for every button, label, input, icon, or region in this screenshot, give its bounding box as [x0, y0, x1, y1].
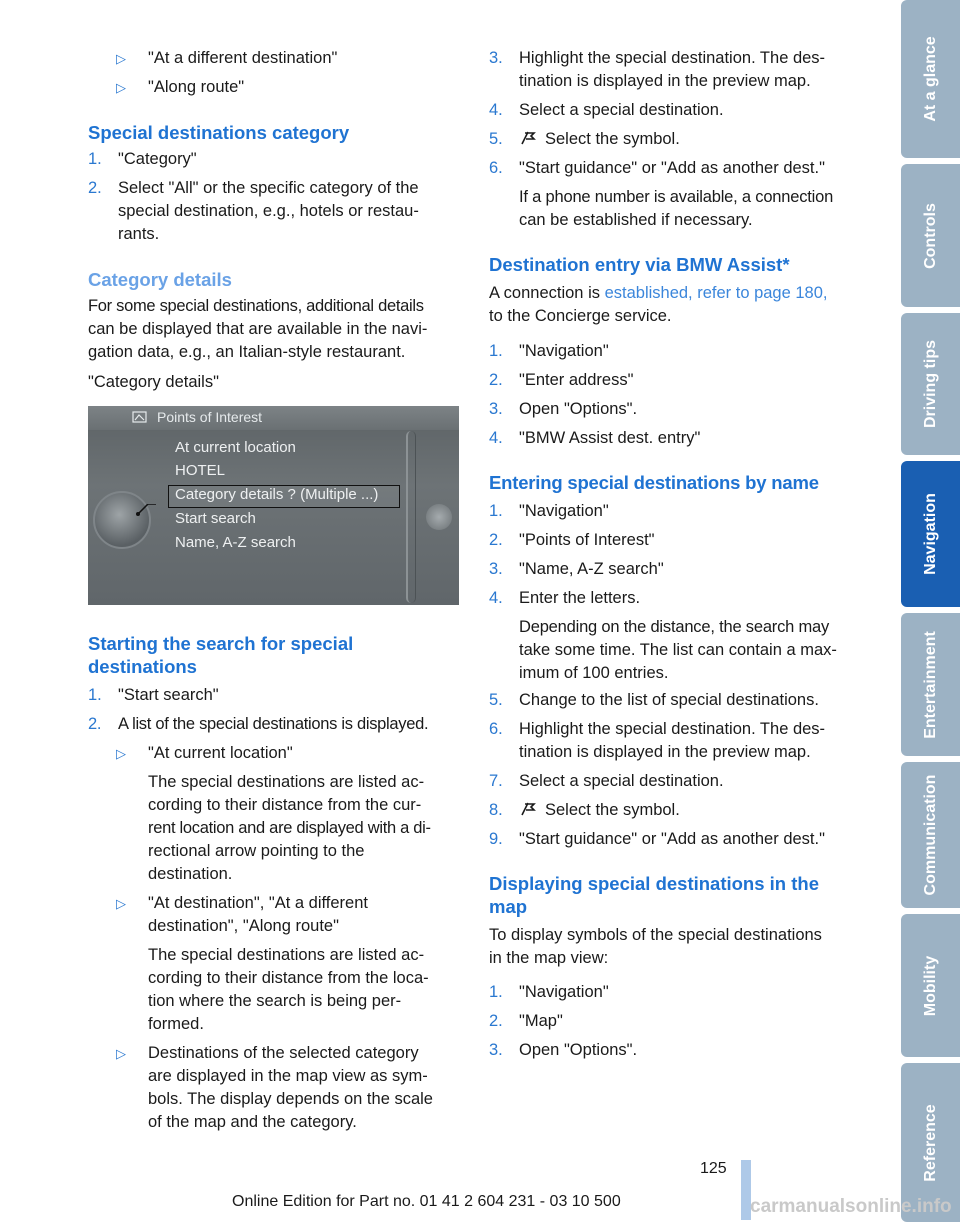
- scrollbar: [406, 431, 416, 603]
- menu-item: Name, A-Z search: [175, 534, 296, 551]
- list-item: 2. "Points of Interest": [489, 531, 655, 549]
- triangle-bullet-icon: ▷: [116, 51, 126, 66]
- list-item: 6. "Start guidance" or "Add as another dest.": [489, 159, 825, 177]
- destination-flag-icon: [519, 131, 537, 145]
- menu-item: Start search: [175, 510, 256, 527]
- page-reference-link[interactable]: established, refer to page 180,: [604, 284, 828, 302]
- watermark: carmanualsonline.info: [750, 1196, 952, 1217]
- footer-text: Online Edition for Part no. 01 41 2 604 231 - 03 10 500: [232, 1193, 621, 1210]
- menu-item-highlighted: Category details ? (Multiple ...): [175, 486, 379, 503]
- page-number: 125: [700, 1160, 727, 1177]
- pointer-line-icon: [116, 504, 156, 534]
- triangle-bullet-icon: ▷: [116, 80, 126, 95]
- section-heading: Entering special destinations by name: [489, 472, 819, 493]
- list-item: 2. "Enter address": [489, 371, 634, 389]
- bullet-item: ▷ "At destination", "At a different: [88, 892, 463, 915]
- bullet-item: ▷ "At current location": [88, 742, 463, 765]
- menu-item: At current location: [175, 439, 296, 456]
- list-item: 5. Select the symbol.: [489, 130, 680, 148]
- triangle-bullet-icon: ▷: [116, 896, 126, 911]
- section-heading: Displaying special destinations in the: [489, 873, 819, 894]
- menu-item: HOTEL: [175, 462, 226, 479]
- list-item: 4. Enter the letters.: [489, 589, 641, 607]
- bullet-item: ▷ "At a different destination": [88, 47, 463, 70]
- list-item: 2. "Map": [489, 1012, 563, 1030]
- bullet-item: ▷ Destinations of the selected category: [88, 1042, 463, 1065]
- list-item: 3. Open "Options".: [489, 400, 638, 418]
- list-item: 1. "Navigation": [489, 983, 609, 1001]
- list-item: 3. Open "Options".: [489, 1041, 638, 1059]
- list-item: 9. "Start guidance" or "Add as another dest.": [489, 830, 825, 848]
- subsection-heading: Category details: [88, 269, 232, 290]
- section-heading: Special destinations category: [88, 122, 350, 143]
- tab-at-a-glance[interactable]: At a glance: [901, 0, 960, 158]
- section-heading: Starting the search for special: [88, 633, 354, 654]
- list-item: 4. "BMW Assist dest. entry": [489, 429, 701, 447]
- list-item: 2. Select "All" or the specific category of the: [88, 179, 419, 197]
- triangle-bullet-icon: ▷: [116, 1046, 126, 1061]
- tab-controls[interactable]: Controls: [901, 164, 960, 307]
- list-item: 1. "Start search": [88, 686, 219, 704]
- poi-icon: [132, 411, 147, 423]
- bullet-item: ▷ "Along route": [88, 76, 463, 99]
- chapter-tabs: [901, 0, 960, 1222]
- list-item: 6. Highlight the special destination. The des-: [489, 720, 826, 738]
- tab-reference[interactable]: Reference: [901, 1063, 960, 1222]
- list-item: 7. Select a special destination.: [489, 772, 724, 790]
- idrive-screen-figure: [88, 406, 459, 605]
- list-item: 4. Select a special destination.: [489, 101, 724, 119]
- list-item: 8. Select the symbol.: [489, 801, 680, 819]
- list-item: 1. "Navigation": [489, 502, 609, 520]
- tab-communication[interactable]: Communication: [901, 762, 960, 908]
- tab-entertainment[interactable]: Entertainment: [901, 613, 960, 756]
- tab-driving-tips[interactable]: Driving tips: [901, 313, 960, 455]
- list-item: 1. "Navigation": [489, 342, 609, 360]
- list-item: 2. A list of the special destinations is displayed.: [88, 715, 429, 733]
- list-item: 1. "Category": [88, 150, 197, 168]
- list-item: 3. Highlight the special destination. The des-: [489, 49, 826, 67]
- screen-title: Points of Interest: [157, 409, 263, 425]
- triangle-bullet-icon: ▷: [116, 746, 126, 761]
- list-item: 3. "Name, A-Z search": [489, 560, 664, 578]
- list-item: 5. Change to the list of special destinations.: [489, 691, 819, 709]
- tab-navigation[interactable]: Navigation: [901, 461, 960, 607]
- section-heading: Destination entry via BMW Assist*: [489, 254, 790, 275]
- tab-mobility[interactable]: Mobility: [901, 914, 960, 1057]
- destination-flag-icon: [519, 802, 537, 816]
- option-button-icon: [426, 504, 452, 530]
